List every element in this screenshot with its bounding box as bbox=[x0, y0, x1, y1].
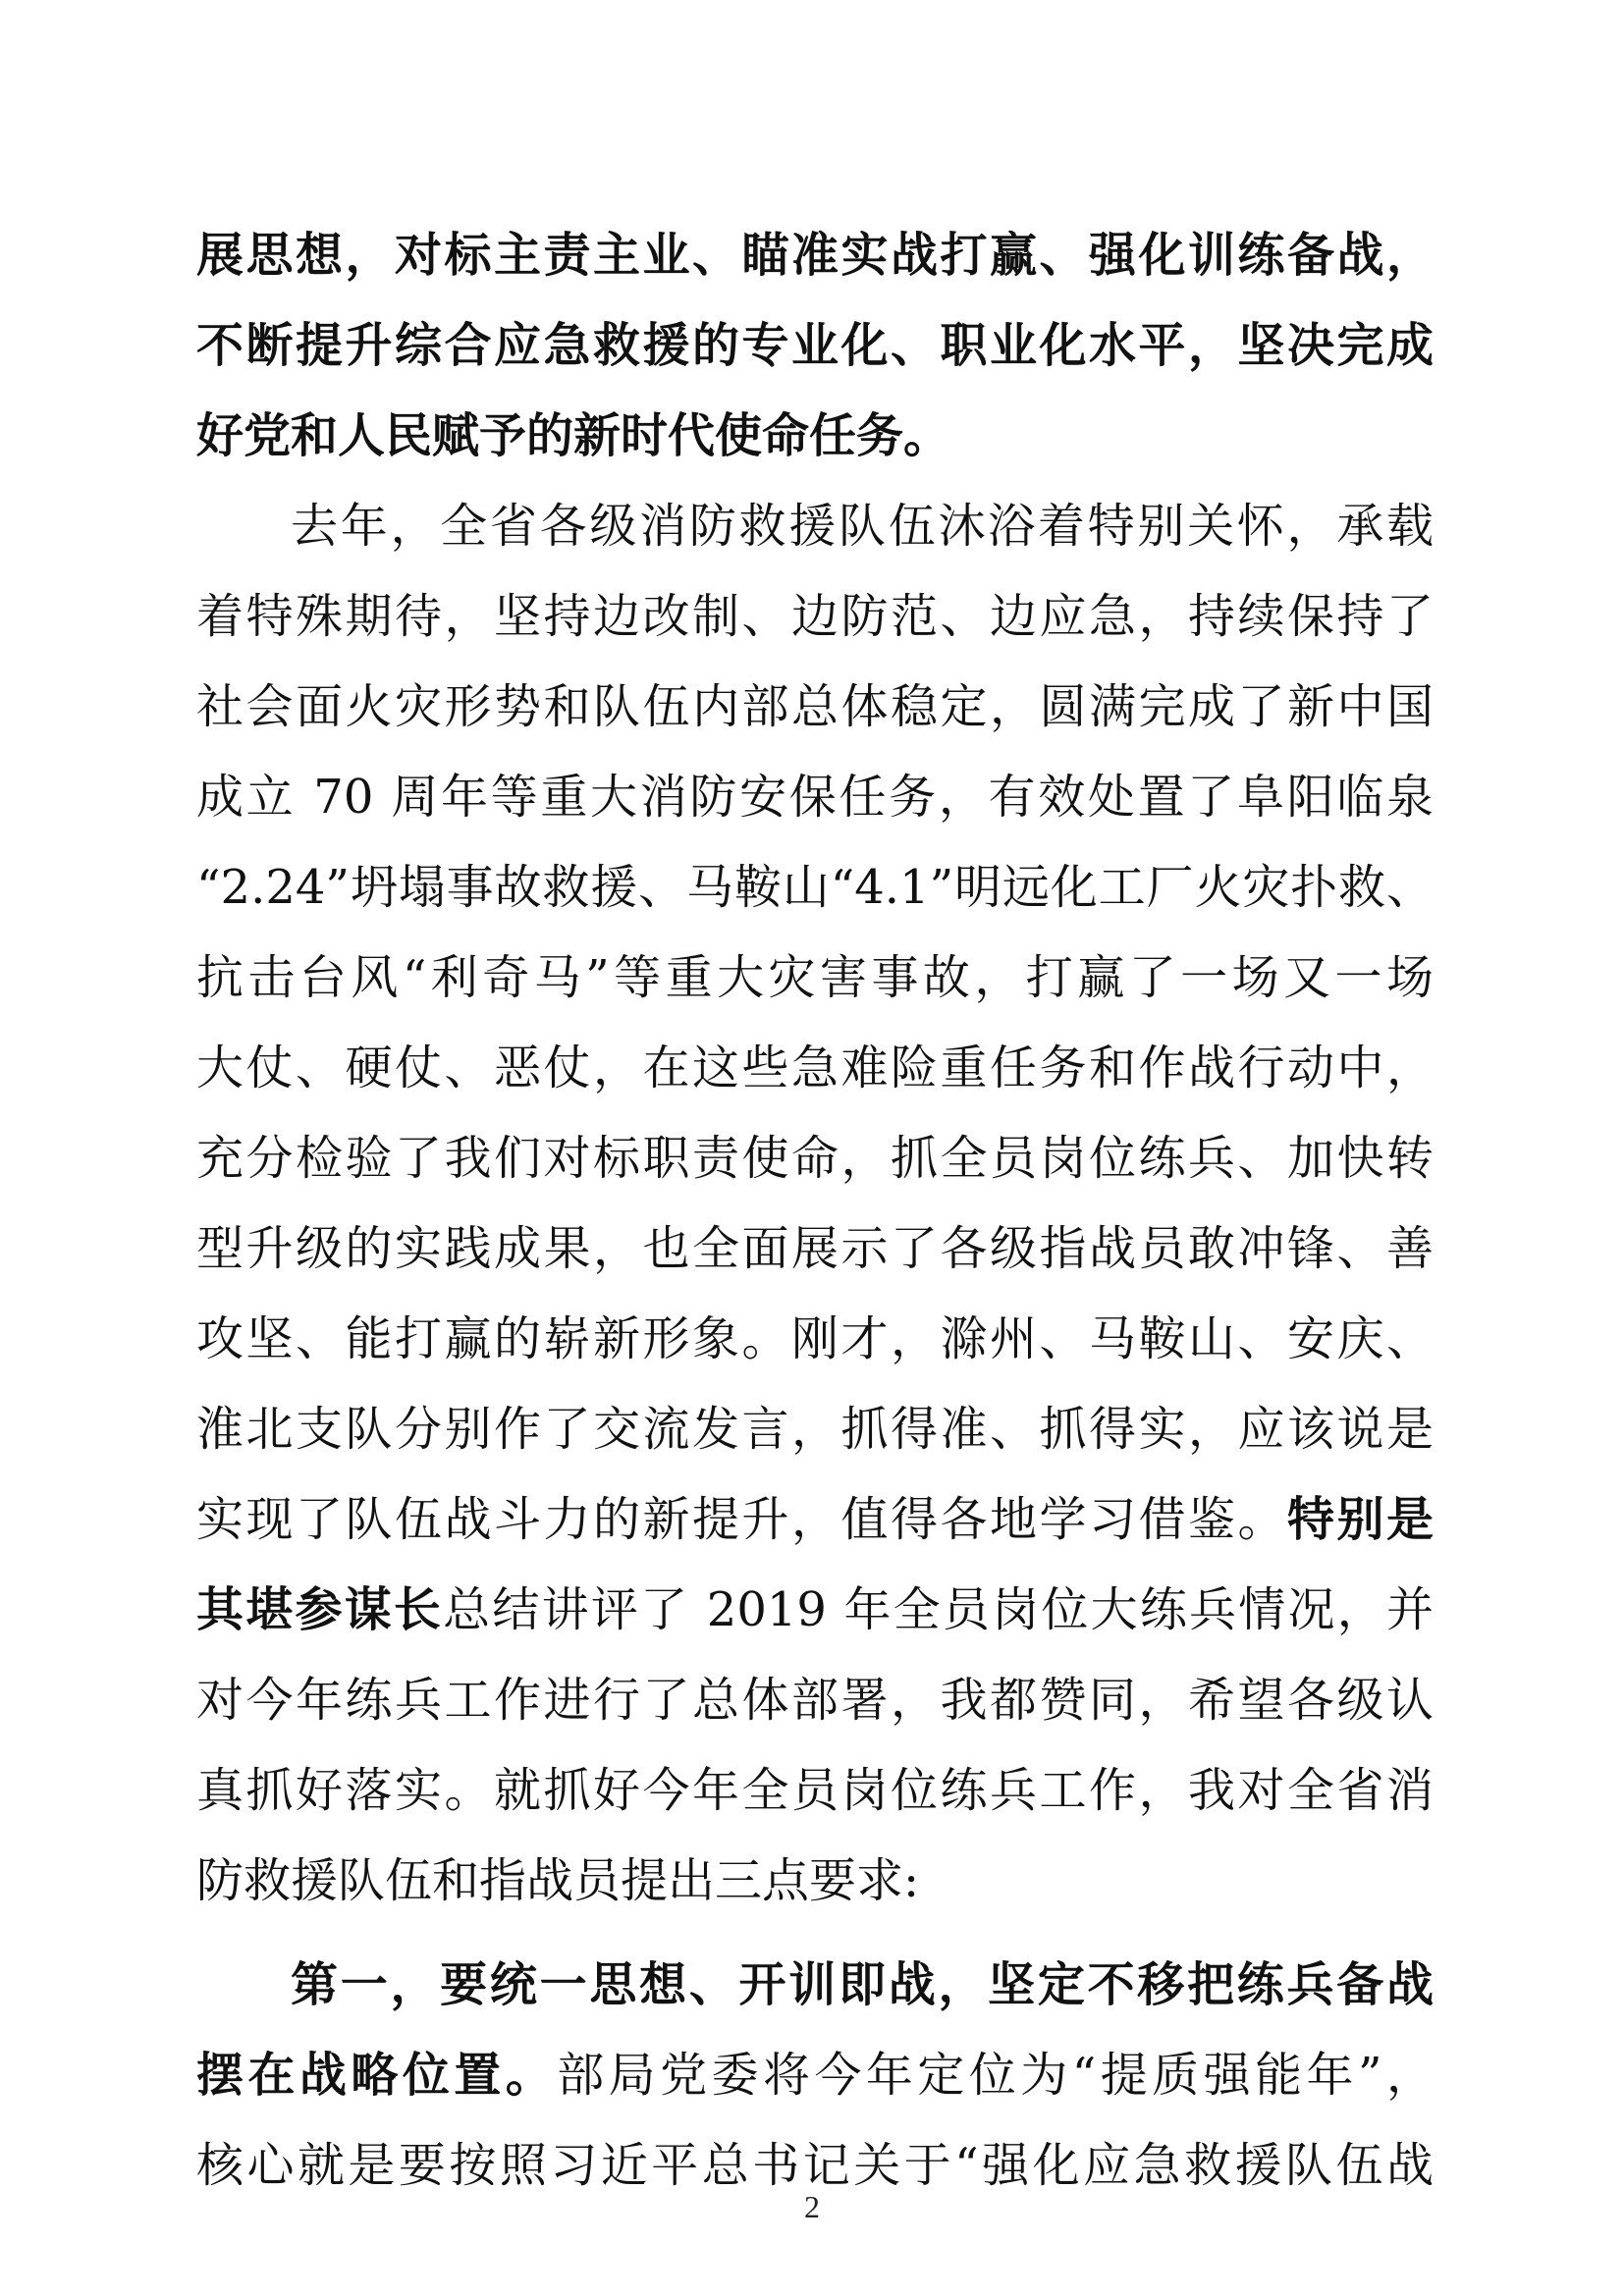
bold-span: 其堪参谋长 bbox=[196, 1582, 444, 1637]
text-span: 实现了队伍战斗力的新提升，值得各地学习借鉴。 bbox=[196, 1492, 1287, 1547]
text-line bbox=[196, 1113, 1434, 1203]
text-span: 真抓好落实。就抓好今年全员岗位练兵工作，我对全省消 bbox=[196, 1763, 1434, 1818]
text-line bbox=[196, 1836, 1434, 1926]
text-line bbox=[196, 1565, 1434, 1655]
text-span: 成立 70 周年等重大消防安保任务，有效处置了阜阳临泉 bbox=[196, 770, 1434, 825]
text-line bbox=[196, 1294, 1434, 1384]
bold-span: 好党和人民赋予的新时代使命任务。 bbox=[196, 408, 951, 463]
text-span: 总结讲评了 2019 年全员岗位大练兵情况，并 bbox=[443, 1582, 1434, 1637]
page-number: 2 bbox=[804, 2189, 820, 2224]
text-span: 攻坚、能打赢的崭新形象。刚才，滁州、马鞍山、安庆、 bbox=[196, 1311, 1434, 1366]
text-span: 充分检验了我们对标职责使命，抓全员岗位练兵、加快转 bbox=[196, 1131, 1434, 1186]
text-span: 核心就是要按照习近平总书记关于“强化应急救援队伍战 bbox=[196, 2138, 1434, 2193]
paragraph-gap bbox=[196, 1926, 1434, 1940]
text-line bbox=[196, 1203, 1434, 1294]
text-line bbox=[196, 2030, 1434, 2120]
text-span: 着特殊期待，坚持边改制、边防范、边应急，持续保持了 bbox=[196, 589, 1434, 644]
text-span: 部局党委将今年定位为“提质强能年”， bbox=[557, 2048, 1434, 2103]
text-line bbox=[196, 1655, 1434, 1745]
text-line bbox=[196, 391, 1434, 481]
text-span: 大仗、硬仗、恶仗，在这些急难险重任务和作战行动中， bbox=[196, 1041, 1434, 1095]
bold-span: 第一，要统一思想、开训即战，坚定不移把练兵备战 bbox=[291, 1957, 1434, 2012]
text-line bbox=[196, 1384, 1434, 1474]
text-span: 社会面火灾形势和队伍内部总体稳定，圆满完成了新中国 bbox=[196, 679, 1434, 734]
text-span: 淮北支队分别作了交流发言，抓得准、抓得实，应该说是 bbox=[196, 1402, 1434, 1457]
bold-span: 摆在战略位置。 bbox=[196, 2048, 558, 2103]
text-line bbox=[196, 1023, 1434, 1113]
text-span: 抗击台风“利奇马”等重大灾害事故，打赢了一场又一场 bbox=[196, 950, 1434, 1005]
bold-span: 不断提升综合应急救援的专业化、职业化水平，坚决完成 bbox=[196, 318, 1434, 373]
body-text bbox=[196, 210, 1434, 2211]
text-span: 型升级的实践成果，也全面展示了各级指战员敢冲锋、善 bbox=[196, 1221, 1434, 1276]
text-line bbox=[196, 752, 1434, 842]
text-span: 去年，全省各级消防救援队伍沐浴着特别关怀，承载 bbox=[291, 499, 1434, 554]
text-span: 防救援队伍和指战员提出三点要求: bbox=[196, 1853, 920, 1908]
bold-span: 展思想，对标主责主业、瞄准实战打赢、强化训练备战， bbox=[196, 228, 1434, 283]
text-line bbox=[196, 933, 1434, 1023]
text-span: “2.24”坍塌事故救援、马鞍山“4.1”明远化工厂火灾扑救、 bbox=[196, 860, 1434, 915]
text-line bbox=[196, 662, 1434, 752]
text-span: 对今年练兵工作进行了总体部署，我都赞同，希望各级认 bbox=[196, 1673, 1434, 1728]
text-line bbox=[196, 571, 1434, 662]
text-line bbox=[196, 210, 1434, 300]
text-line bbox=[196, 842, 1434, 933]
section-heading-line bbox=[196, 1940, 1434, 2030]
text-line bbox=[196, 1474, 1434, 1565]
bold-span: 特别是 bbox=[1286, 1492, 1434, 1547]
text-line bbox=[196, 1745, 1434, 1836]
text-line bbox=[196, 300, 1434, 391]
paragraph-first-line bbox=[196, 481, 1434, 571]
